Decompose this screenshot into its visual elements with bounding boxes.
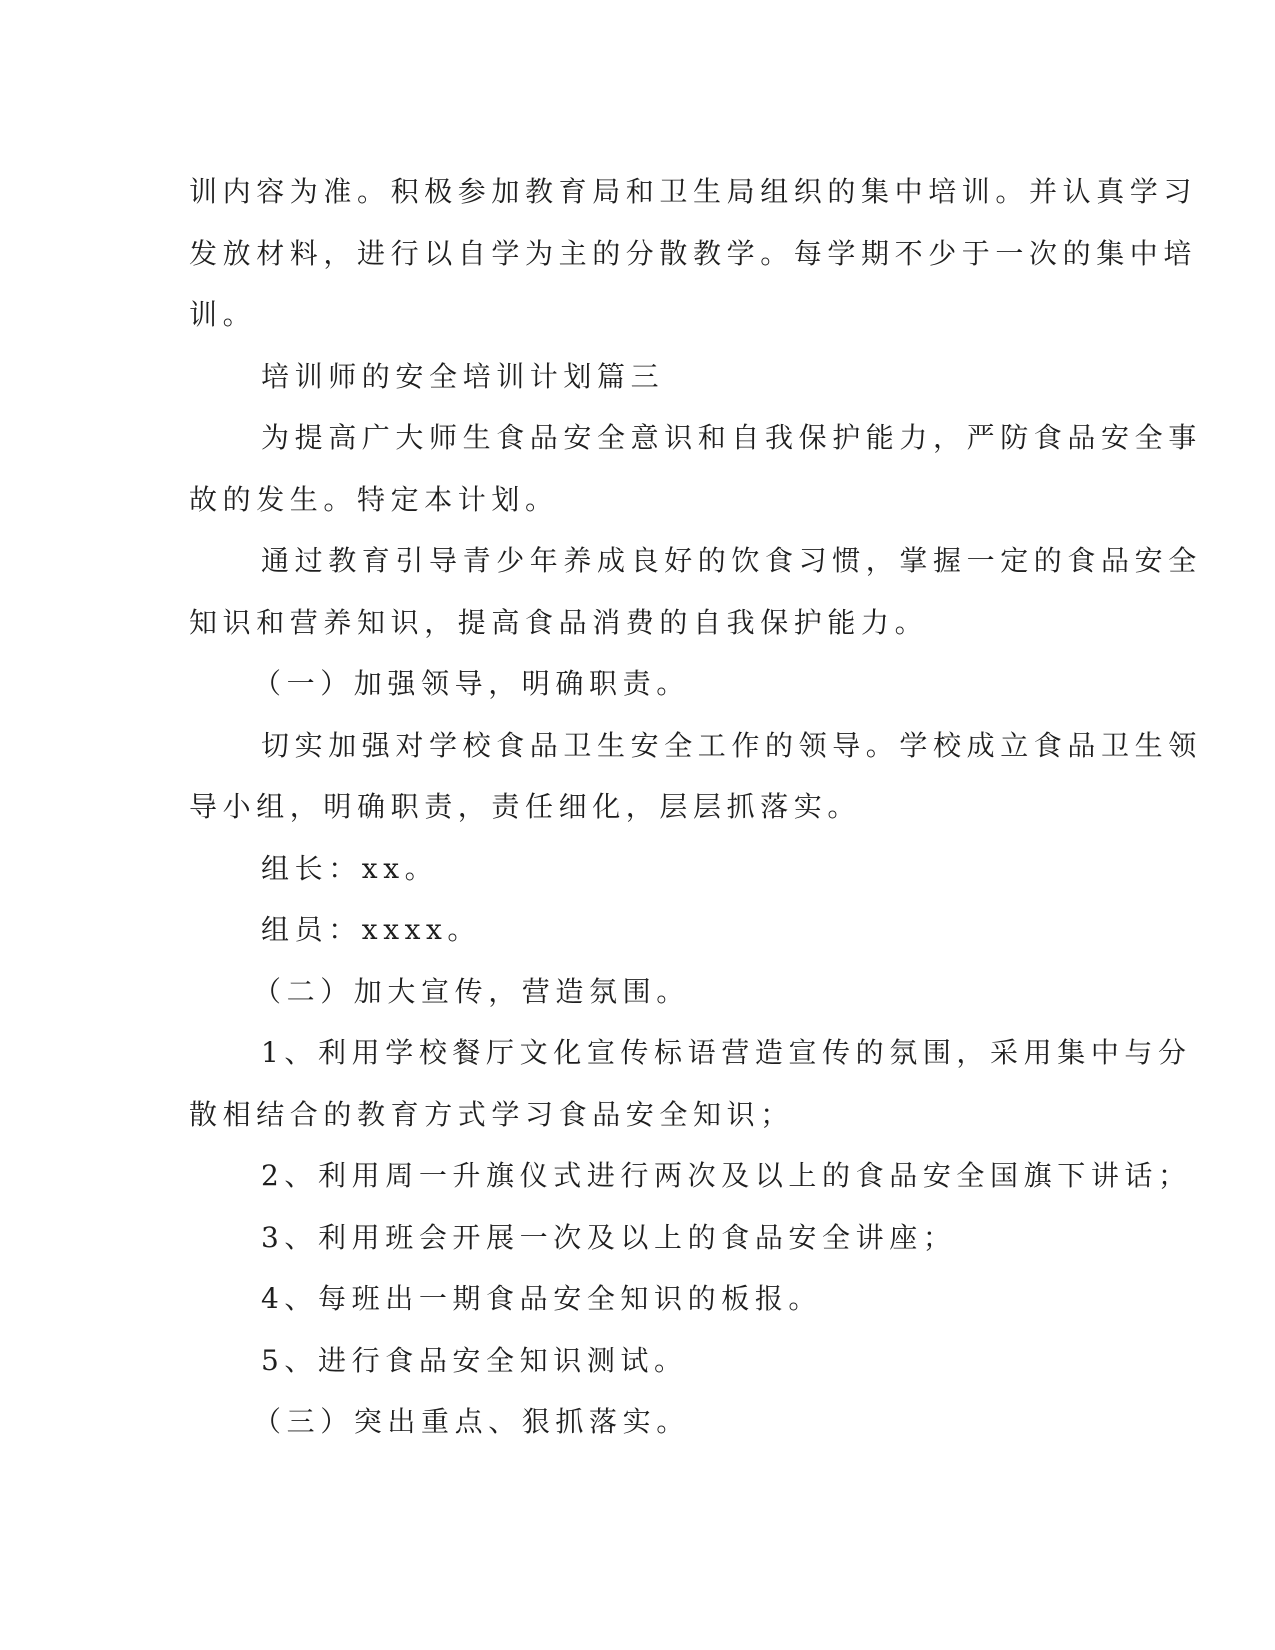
subsection-heading: （三）突出重点、狠抓落实。 — [253, 1405, 690, 1438]
document-body — [189, 161, 1202, 1453]
subsection-heading: （一）加强领导，明确职责。 — [253, 667, 690, 700]
text-line: 导小组，明确职责，责任细化，层层抓落实。 — [189, 790, 862, 823]
text-line: 为提高广大师生食品安全意识和自我保护能力，严防食品安全事 — [261, 421, 1202, 454]
list-item: 2、利用周一升旗仪式进行两次及以上的食品安全国旗下讲话； — [261, 1159, 1192, 1192]
text-line: 散相结合的教育方式学习食品安全知识； — [189, 1097, 794, 1131]
text-line: 知识和营养知识，提高食品消费的自我保护能力。 — [189, 605, 929, 639]
list-item: 1、利用学校餐厅文化宣传标语营造宣传的氛围，采用集中与分 — [261, 1036, 1192, 1069]
text-line: 故的发生。特定本计划。 — [189, 482, 559, 516]
text-line: 训内容为准。积极参加教育局和卫生局组织的集中培训。并认真学习 — [189, 175, 1198, 208]
subsection-heading: （二）加大宣传，营造氛围。 — [253, 974, 690, 1008]
text-line: 组长：xx。 — [261, 851, 439, 885]
text-line: 训。 — [189, 298, 257, 331]
text-line: 通过教育引导青少年养成良好的饮食习惯，掌握一定的食品安全 — [261, 544, 1202, 577]
section-heading: 培训师的安全培训计划篇三 — [261, 359, 665, 393]
list-item: 4、每班出一期食品安全知识的板报。 — [261, 1282, 823, 1315]
text-line: 组员：xxxx。 — [261, 913, 481, 946]
text-line: 发放材料，进行以自学为主的分散教学。每学期不少于一次的集中培 — [189, 236, 1198, 270]
list-item: 5、进行食品安全知识测试。 — [261, 1343, 688, 1377]
list-item: 3、利用班会开展一次及以上的食品安全讲座； — [261, 1220, 957, 1254]
text-line: 切实加强对学校食品卫生安全工作的领导。学校成立食品卫生领 — [261, 728, 1202, 762]
